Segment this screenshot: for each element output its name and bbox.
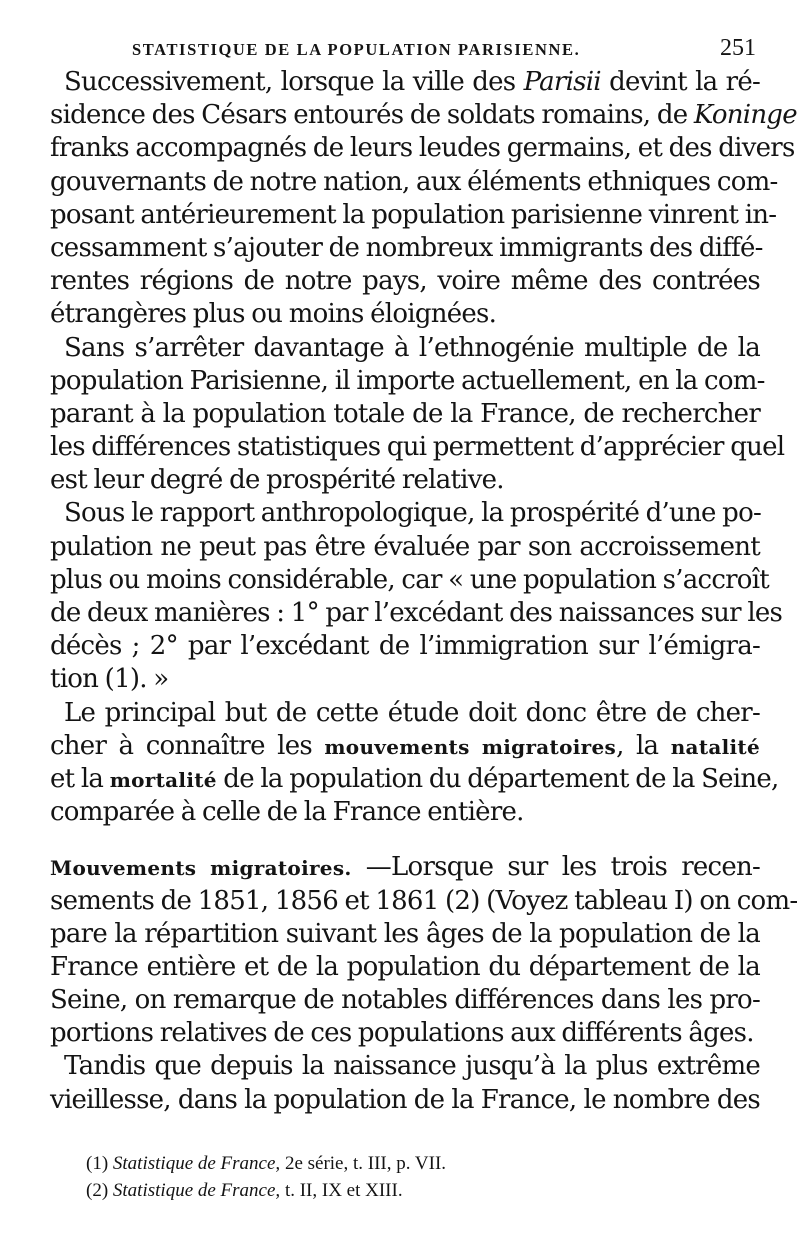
paragraph: [50, 66, 797, 332]
line-text: population Parisienne, il importe actuellement, en la com-: [50, 365, 765, 396]
footnote-text: (2): [86, 1180, 113, 1201]
text-line: [50, 951, 760, 984]
running-head: [50, 30, 760, 66]
text-line: [50, 1017, 760, 1050]
line-text: Successivement, lorsque la ville des: [64, 67, 524, 97]
italic-text: Parisii: [523, 67, 601, 97]
text-line: [50, 431, 785, 464]
line-text: Tandis que depuis la naissance jusqu’à la plus extrême: [64, 1051, 760, 1082]
text-line: [50, 851, 760, 884]
line-text: Seine, on remarque de notables différences dans les pro-: [50, 985, 760, 1016]
line-text: comparée à celle de la France entière.: [50, 797, 524, 828]
line-text: parant à la population totale de la France, de rechercher: [50, 398, 760, 429]
line-text: sements de 1851, 1856 et 1861 (2) (Voyez tableau I) on com-: [50, 885, 798, 916]
page-number: 251: [720, 35, 756, 61]
line-text: est leur degré de prospérité relative.: [50, 465, 504, 496]
text-line: [50, 984, 760, 1017]
line-text: franks accompagnés de leurs leudes germains, et des divers: [50, 133, 795, 164]
line-text: Le principal but de cette étude doit donc être de cher-: [64, 697, 760, 728]
text-line: [50, 1084, 760, 1117]
line-text: portions relatives de ces populations aux différents âges.: [50, 1018, 754, 1049]
line-text: Sans s’arrêter davantage à l’ethnogénie multiple de la: [64, 332, 760, 363]
line-text: cher à connaître les: [50, 730, 325, 761]
line-text: gouvernants de notre nation, aux éléments ethniques com-: [50, 166, 778, 197]
running-title: STATISTIQUE DE LA POPULATION PARISIENNE.: [132, 40, 581, 59]
paragraph: [50, 697, 779, 830]
paragraph: [50, 497, 783, 696]
line-text: vieillesse, dans la population de la France, le nombre des: [50, 1084, 760, 1115]
line-text: les différences statistiques qui permettent d’apprécier quel: [50, 432, 785, 463]
text-line: [50, 497, 760, 530]
body-text: [50, 66, 798, 1117]
text-line: [50, 365, 765, 398]
line-text: pare la répartition suivant les âges de la population de la: [50, 918, 760, 949]
text-line: [50, 918, 760, 951]
italic-text: Statistique de France,: [112, 1180, 281, 1201]
text-line: [50, 265, 760, 298]
bold-term: mouvements migratoires: [324, 734, 617, 759]
text-line: [50, 763, 779, 796]
italic-text: Statistique de France,: [112, 1153, 281, 1174]
paragraph: [50, 1050, 760, 1116]
line-text: Sous le rapport anthropologique, la prospérité d’une po-: [64, 498, 762, 529]
footnotes: [86, 1150, 446, 1204]
text-line: [50, 796, 760, 829]
text-line: [50, 630, 760, 663]
footnote-1: [86, 1150, 446, 1177]
text-line: [50, 885, 798, 918]
line-text: étrangères plus ou moins éloignées.: [50, 299, 497, 330]
line-text: posant antérieurement la population parisienne vinrent in-: [50, 199, 777, 230]
bold-term: natalité: [670, 734, 760, 759]
bold-term: mortalité: [109, 767, 217, 792]
line-text: de la population du département de la Seine,: [216, 763, 779, 794]
paragraph: [50, 851, 798, 1050]
text-line: [50, 697, 760, 730]
text-line: [50, 531, 760, 564]
text-line: [50, 597, 783, 630]
line-text: et la: [50, 763, 110, 794]
italic-text: Koninge: [693, 100, 797, 131]
text-line: [50, 398, 760, 431]
text-line: [50, 132, 795, 165]
bold-term: Mouvements migratoires.: [50, 856, 352, 881]
footnote-text: (1): [86, 1153, 113, 1174]
line-text: tion (1). »: [50, 664, 169, 695]
footnote-text: t. II, IX et XIII.: [280, 1180, 403, 1201]
footnote-2: [86, 1177, 446, 1204]
line-text: décès ; 2° par l’excédant de l’immigration sur l’émigra-: [50, 631, 760, 662]
line-text: pulation ne peut pas être évaluée par son accroissement: [50, 531, 760, 562]
section-gap: [50, 829, 760, 851]
text-line: [50, 564, 769, 597]
text-line: [50, 332, 760, 365]
text-line: [50, 298, 760, 331]
line-text: , la: [616, 730, 671, 761]
line-text: de deux manières : 1° par l’excédant des naissances sur les: [50, 598, 783, 628]
line-text: devint la ré-: [600, 67, 760, 97]
text-line: [50, 464, 760, 497]
line-text: France entière et de la population du département de la: [50, 951, 760, 982]
text-line: [50, 199, 777, 232]
paragraph: [50, 332, 785, 498]
footnote-text: 2e série, t. III, p. VII.: [280, 1153, 447, 1174]
line-text: —Lorsque sur les trois recen-: [351, 852, 760, 883]
text-line: [50, 1050, 760, 1083]
text-line: [50, 730, 760, 763]
text-line: [50, 663, 760, 696]
line-text: sidence des Césars entourés de soldats romains, de: [50, 100, 694, 131]
text-line: [50, 166, 778, 199]
text-line: [50, 66, 760, 99]
line-text: rentes régions de notre pays, voire même des contrées: [50, 266, 760, 297]
line-text: plus ou moins considérable, car « une population s’accroît: [50, 564, 769, 595]
text-line: [50, 99, 797, 132]
line-text: cessamment s’ajouter de nombreux immigrants des diffé-: [50, 232, 763, 263]
text-line: [50, 232, 763, 265]
